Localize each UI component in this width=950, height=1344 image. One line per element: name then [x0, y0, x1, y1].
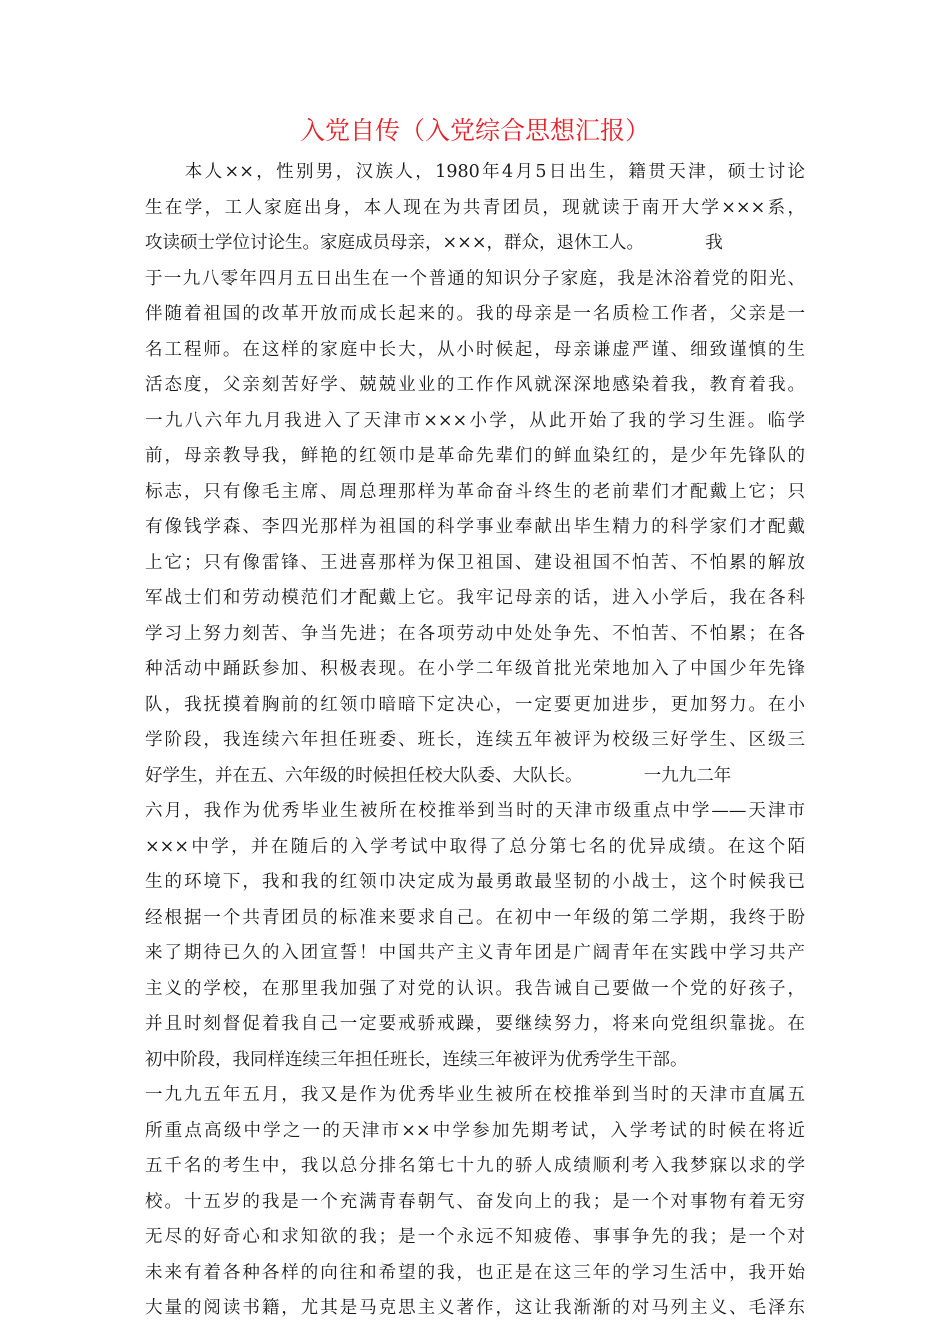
body-line: 生的环境下，我和我的红领巾决定成为最勇敢最坚韧的小战士，这个时候我已 — [145, 872, 805, 892]
body-line: 有像钱学森、李四光那样为祖国的科学事业奉献出毕生精力的科学家们才配戴 — [145, 517, 805, 537]
body-line: ×××中学，并在随后的入学考试中取得了总分第七名的优异成绩。在这个陌 — [145, 836, 805, 857]
body-line: 于一九八零年四月五日出生在一个普通的知识分子家庭，我是沐浴着党的阳光、 — [145, 268, 805, 289]
body-line: 并且时刻督促着我自己一定要戒骄戒躁，要继续努力，将来向党组织靠拢。在 — [145, 1014, 805, 1034]
body-line: 一九八六年九月我进入了天津市×××小学，从此开始了我的学习生涯。临学 — [145, 410, 805, 431]
body-line: 六月，我作为优秀毕业生被所在校推举到当时的天津市级重点中学——天津市 — [145, 801, 805, 821]
body-line: 校。十五岁的我是一个充满青春朝气、奋发向上的我；是一个对事物有着无穷 — [145, 1191, 805, 1212]
body-line: 名工程师。在这样的家庭中长大，从小时候起，母亲谦虚严谨、细致谨慎的生 — [145, 339, 805, 360]
body-line: 攻读硕士学位讨论生。家庭成员母亲，×××，群众，退休工人。 我 — [145, 233, 723, 253]
body-line: 标志，只有像毛主席、周总理那样为革命奋斗终生的老前辈们才配戴上它；只 — [145, 481, 805, 502]
body-line: 大量的阅读书籍，尤其是马克思主义著作，这让我渐渐的对马列主义、毛泽东 — [145, 1298, 805, 1318]
body-line: 学阶段，我连续六年担任班委、班长，连续五年被评为校级三好学生、区级三 — [145, 730, 805, 750]
body-line: 好学生，并在五、六年级的时候担任校大队委、大队长。 一九九二年 — [145, 765, 732, 786]
body-line: 五千名的考生中，我以总分排名第七十九的骄人成绩顺利考入我梦寐以求的学 — [145, 1156, 805, 1176]
body-line: 伴随着祖国的改革开放而成长起来的。我的母亲是一名质检工作者，父亲是一 — [145, 304, 805, 324]
body-line: 来了期待已久的入团宣誓！中国共产主义青年团是广阔青年在实践中学习共产 — [145, 943, 805, 963]
document-body — [145, 155, 805, 1327]
body-line: 本人××，性别男，汉族人，1980年4月5日出生，籍贯天津，硕士讨论 — [145, 162, 805, 182]
body-line: 未来有着各种各样的向往和希望的我，也正是在这三年的学习生活中，我开始 — [145, 1262, 805, 1283]
body-line: 经根据一个共青团员的标准来要求自己。在初中一年级的第二学期，我终于盼 — [145, 907, 805, 928]
body-line: 无尽的好奇心和求知欲的我；是一个永远不知疲倦、事事争先的我；是一个对 — [145, 1227, 805, 1247]
body-line: 所重点高级中学之一的天津市××中学参加先期考试，入学考试的时候在将近 — [145, 1120, 805, 1141]
body-line: 初中阶段，我同样连续三年担任班长，连续三年被评为优秀学生干部。 — [145, 1049, 688, 1070]
body-line: 生在学，工人家庭出身，本人现在为共青团员，现就读于南开大学×××系， — [145, 197, 805, 218]
body-line: 前，母亲教导我，鲜艳的红领巾是革命先辈们的鲜血染红的，是少年先锋队的 — [145, 446, 805, 466]
document-title: 入党自传（入党综合思想汇报） — [299, 116, 650, 145]
body-line: 军战士们和劳动模范们才配戴上它。我牢记母亲的话，进入小学后，我在各科 — [145, 588, 805, 608]
body-line: 主义的学校，在那里我加强了对党的认识。我告诫自己要做一个党的好孩子， — [145, 978, 805, 999]
body-line: 学习上努力刻苦、争当先进；在各项劳动中处处争先、不怕苦、不怕累；在各 — [145, 623, 805, 644]
body-line: 种活动中踊跃参加、积极表现。在小学二年级首批光荣地加入了中国少年先锋 — [145, 659, 805, 679]
body-line: 队，我抚摸着胸前的红领巾暗暗下定决心，一定要更加进步，更加努力。在小 — [145, 694, 805, 715]
body-line: 一九九五年五月，我又是作为优秀毕业生被所在校推举到当时的天津市直属五 — [145, 1085, 805, 1105]
body-line: 活态度，父亲刻苦好学、兢兢业业的工作作风就深深地感染着我，教育着我。 — [145, 375, 805, 395]
body-line: 上它；只有像雷锋、王进喜那样为保卫祖国、建设祖国不怕苦、不怕累的解放 — [145, 552, 805, 573]
